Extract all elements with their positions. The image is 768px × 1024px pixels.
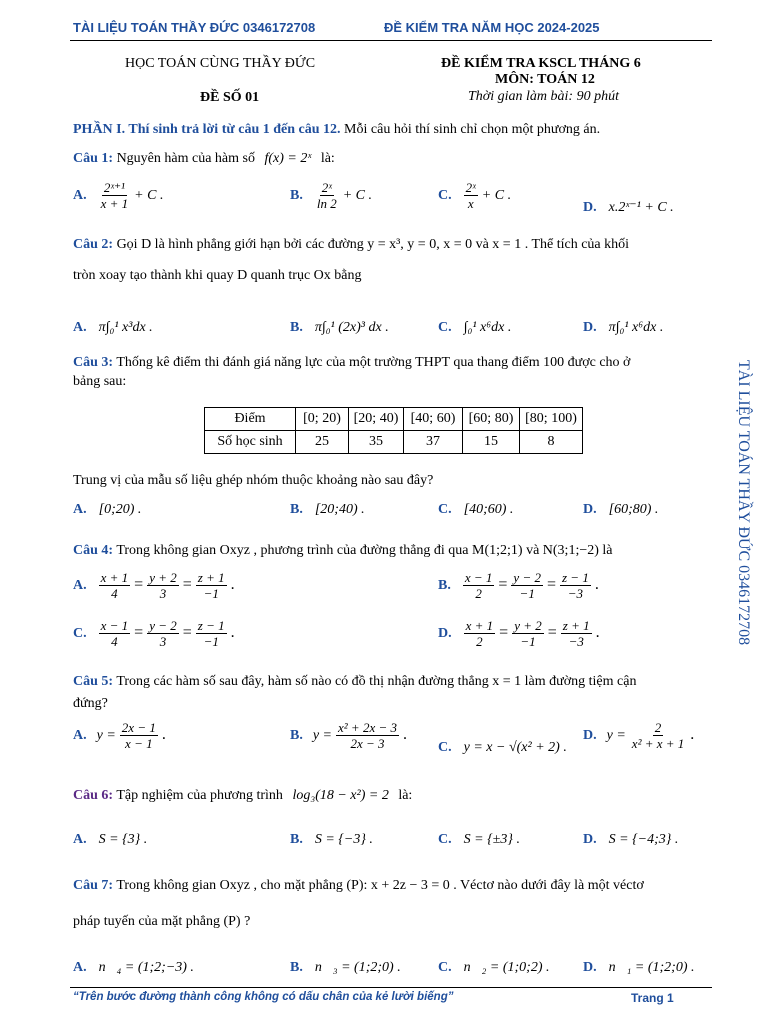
q5-option-c[interactable] [438,738,567,756]
q2-option-b[interactable] [290,318,389,336]
q7-option-a[interactable] [73,958,194,976]
q1-text: Nguyên hàm của hàm số [116,151,255,166]
question-2 [73,237,629,253]
table-cell: [20; 40) [349,408,404,431]
q6-option-a[interactable] [73,830,147,848]
option-expr: ∫₀¹ x⁶dx . [463,320,512,335]
q1-option-c[interactable] [438,180,511,211]
fraction-numerator: z − 1 [562,570,589,585]
q1-expr: f(x) = 2ˣ [264,151,312,166]
fraction-numerator: y + 2 [149,570,177,585]
q7-line2: pháp tuyến của mặt phẳng (P) ? [73,914,251,929]
q3-option-c[interactable] [438,500,513,518]
q3-line2: bảng sau: [73,374,127,389]
fraction-numerator: z + 1 [562,618,590,633]
fraction-numerator: 2 [654,720,662,735]
side-watermark-text: TÀI LIỆU TOÁN THẦY ĐỨC 0346172708 [735,360,752,646]
option-letter: B. [290,502,303,517]
fraction-numerator: x + 1 [100,570,129,585]
option-expr: [40;60) . [463,502,514,517]
q2-option-c[interactable] [438,318,511,336]
exam-time: Thời gian làm bài: 90 phút [468,89,619,104]
q7-label: Câu 7: [73,878,114,893]
q3-score-table [204,407,583,454]
q2-option-d[interactable] [583,318,663,336]
fraction-denominator: x − 1 [125,736,153,751]
exam-code: ĐỀ SỐ 01 [200,90,260,105]
q6-text: Tập nghiệm của phương trình [116,788,283,803]
option-letter: B. [290,320,303,335]
option-expr: π∫₀¹ x⁶dx . [608,320,664,335]
option-prefix: y = [606,728,626,744]
question-4 [73,543,613,559]
fraction-denominator: −1 [519,586,535,601]
footer-rule [70,987,712,988]
fraction-denominator: −3 [568,634,584,649]
q2-line2: tròn xoay tạo thành khi quay D quanh trục Ox bằng [73,268,362,283]
q1-tail: là: [320,151,335,166]
fraction-denominator: −3 [567,586,584,601]
q3-line1: Thống kê điểm thi đánh giá năng lực của một trường THPT qua thang điểm 100 được cho ở [116,355,631,370]
fraction-denominator: 2x − 3 [350,736,385,751]
header-left: TÀI LIỆU TOÁN THẦY ĐỨC 0346172708 [73,20,316,35]
part1-instruction [73,122,600,138]
table-cell: [0; 20) [296,408,349,431]
fraction-denominator: 2 [476,634,483,649]
option-tail: + C . [481,188,512,204]
option-expr: S = {−4;3} . [608,832,679,847]
fraction-numerator: z + 1 [197,570,225,585]
option-expr: [60;80) . [608,502,659,517]
q6-option-c[interactable] [438,830,520,848]
q1-option-d[interactable] [583,198,674,216]
table-cell: Số học sinh [205,431,296,454]
option-letter: D. [438,626,452,642]
table-cell: 35 [349,431,404,454]
q5-option-d[interactable] [583,720,694,751]
table-row [205,408,583,431]
option-letter: B. [290,188,303,204]
option-expr: n⃗₄ = (1;2;−3) . [98,960,194,975]
option-expr: y = x − √(x² + 2) . [463,740,567,755]
page-number: Trang 1 [631,991,674,1005]
fraction-numerator: 2ˣ [321,180,332,195]
option-letter: C. [438,832,452,847]
option-tail: . [690,726,695,744]
q2-option-a[interactable] [73,318,153,336]
option-tail: . [403,726,407,744]
q7-option-b[interactable] [290,958,401,976]
q5-line2: đứng? [73,696,108,711]
fraction-numerator: x − 1 [464,570,493,585]
option-tail: . [161,726,166,744]
table-cell: 37 [404,431,463,454]
option-tail: + C . [342,188,373,204]
q6-option-b[interactable] [290,830,373,848]
header-right: ĐỀ KIỂM TRA NĂM HỌC 2024-2025 [384,20,600,35]
fraction-denominator: −1 [203,586,219,601]
q4-text: Trong không gian Oxyz , phương trình của đường thẳng đi qua M(1;2;1) và N(3;1;−2) là [116,543,613,558]
q1-option-b[interactable] [290,180,372,211]
table-cell: Điểm [205,408,296,431]
q2-line1: Gọi D là hình phẳng giới hạn bởi các đường y = x³, y = 0, x = 0 và x = 1 . Thể tích của khối [116,237,630,252]
q7-option-d[interactable] [583,958,694,976]
fraction-denominator: −1 [203,634,219,649]
fraction-numerator: 2ˣ [465,180,476,195]
fraction-denominator: 4 [111,586,118,601]
q3-option-d[interactable] [583,500,658,518]
table-cell: 25 [296,431,349,454]
option-expr: π∫₀¹ x³dx . [98,320,153,335]
option-prefix: y = [312,728,333,744]
q5-option-b[interactable] [290,720,407,751]
q3-label: Câu 3: [73,355,114,370]
question-5 [73,674,636,690]
subject: MÔN: TOÁN 12 [495,72,595,87]
fraction-denominator: 3 [159,586,167,601]
q3-option-a[interactable] [73,500,141,518]
option-letter: B. [290,728,303,744]
option-letter: D. [583,960,597,975]
q6-tail: là: [398,788,413,803]
option-letter: A. [73,832,87,847]
table-cell: [40; 60) [404,408,463,431]
option-expr: x.2ˣ⁻¹ + C . [608,200,674,215]
option-letter: C. [438,740,452,755]
option-letter: C. [438,960,452,975]
option-letter: B. [438,578,451,594]
table-cell: 8 [520,431,583,454]
school-name: HỌC TOÁN CÙNG THẦY ĐỨC [125,56,316,71]
q6-expr: log₃(18 − x²) = 2 [292,788,389,803]
q5-option-a[interactable] [73,720,166,751]
fraction-numerator: y − 2 [149,618,177,633]
part1-rest: Mỗi câu hỏi thí sinh chỉ chọn một phương án. [340,122,601,137]
option-tail: + C . [134,188,164,204]
q4-option-c[interactable]: C. $\frac{x - 1}{4}$ = $\frac{y - 2}{3}$ = $\frac{z - 1}{-1}$ . [73,618,235,649]
question-7 [73,878,644,894]
option-expr: n⃗₃ = (1;2;0) . [314,960,401,975]
option-expr: [20;40) . [314,502,365,517]
option-letter: C. [438,320,452,335]
option-letter: A. [73,188,87,204]
q7-line1: Trong không gian Oxyz , cho mặt phẳng (P): x + 2z − 3 = 0 . Véctơ nào dưới đây là một véctơ [116,878,644,893]
part1-label: PHẦN I. Thí sinh trả lời từ câu 1 đến câu 12. [73,122,341,137]
header-rule [70,40,712,41]
option-letter: A. [73,502,87,517]
q2-label: Câu 2: [73,237,114,252]
footer-quote: “Trên bước đường thành công không có dấu chân của kẻ lười biếng” [73,991,454,1003]
exam-name: ĐỀ KIỂM TRA KSCL THÁNG 6 [441,56,641,71]
option-letter: C. [73,626,87,642]
fraction-numerator: 2ˣ⁺¹ [103,180,125,195]
q3-question: Trung vị của mẫu số liệu ghép nhóm thuộc khoảng nào sau đây? [73,473,434,488]
option-letter: B. [290,832,303,847]
option-expr: n⃗₂ = (1;0;2) . [463,960,550,975]
q1-option-a[interactable] [73,180,163,211]
option-expr: π∫₀¹ (2x)³ dx . [314,320,389,335]
option-expr: S = {3} . [98,832,148,847]
fraction-numerator: x² + 2x − 3 [338,720,397,735]
q6-label: Câu 6: [73,788,114,803]
q7-option-c[interactable] [438,958,549,976]
fraction-numerator: 2x − 1 [121,720,156,735]
fraction-denominator: 3 [159,634,167,649]
option-expr: S = {±3} . [463,832,520,847]
fraction-denominator: 2 [475,586,482,601]
option-tail: . [594,576,599,594]
option-letter: D. [583,832,597,847]
q4-option-d[interactable]: D. $\frac{x + 1}{2}$ = $\frac{y + 2}{-1}$ = $\frac{z + 1}{-3}$ . [438,618,600,649]
fraction-denominator: x + 1 [100,196,129,211]
option-letter: D. [583,200,597,215]
option-tail: . [230,576,235,594]
fraction-numerator: x + 1 [465,618,494,633]
table-cell: 15 [463,431,520,454]
question-6 [73,788,412,804]
option-prefix: y = [96,728,116,744]
option-letter: A. [73,578,87,594]
fraction-denominator: x [467,196,474,211]
fraction-denominator: 4 [111,634,118,649]
option-letter: A. [73,320,87,335]
option-tail: . [230,624,235,642]
option-letter: C. [438,188,452,204]
fraction-numerator: x − 1 [100,618,129,633]
option-letter: A. [73,960,87,975]
fraction-denominator: x² + x + 1 [631,736,685,751]
option-letter: C. [438,502,452,517]
q3-option-b[interactable] [290,500,365,518]
option-letter: D. [583,320,597,335]
option-letter: D. [583,728,597,744]
fraction-numerator: y + 2 [514,618,542,633]
fraction-denominator: −1 [520,634,536,649]
q5-line1: Trong các hàm số sau đây, hàm số nào có đồ thị nhận đường thẳng x = 1 làm đường tiệm cận [116,674,637,689]
fraction-numerator: y − 2 [513,570,541,585]
fraction-numerator: z − 1 [197,618,225,633]
q4-option-a[interactable]: A. $\frac{x + 1}{4}$ = $\frac{y + 2}{3}$ = $\frac{z + 1}{-1}$ . [73,570,235,601]
q5-label: Câu 5: [73,674,114,689]
option-tail: . [595,624,600,642]
question-3 [73,355,630,371]
table-cell: [80; 100) [520,408,583,431]
option-letter: B. [290,960,303,975]
option-letter: D. [583,502,597,517]
table-row [205,431,583,454]
option-letter: A. [73,728,87,744]
table-cell: [60; 80) [463,408,520,431]
option-expr: [0;20) . [98,502,142,517]
q4-label: Câu 4: [73,543,114,558]
fraction-denominator: ln 2 [316,196,337,211]
option-expr: S = {−3} . [314,832,373,847]
q4-option-b[interactable]: B. $\frac{x - 1}{2}$ = $\frac{y - 2}{-1}$ = $\frac{z - 1}{-3}$ . [438,570,599,601]
q1-label: Câu 1: [73,151,114,166]
question-1 [73,151,335,167]
option-expr: n⃗₁ = (1;2;0) . [608,960,695,975]
q6-option-d[interactable] [583,830,678,848]
